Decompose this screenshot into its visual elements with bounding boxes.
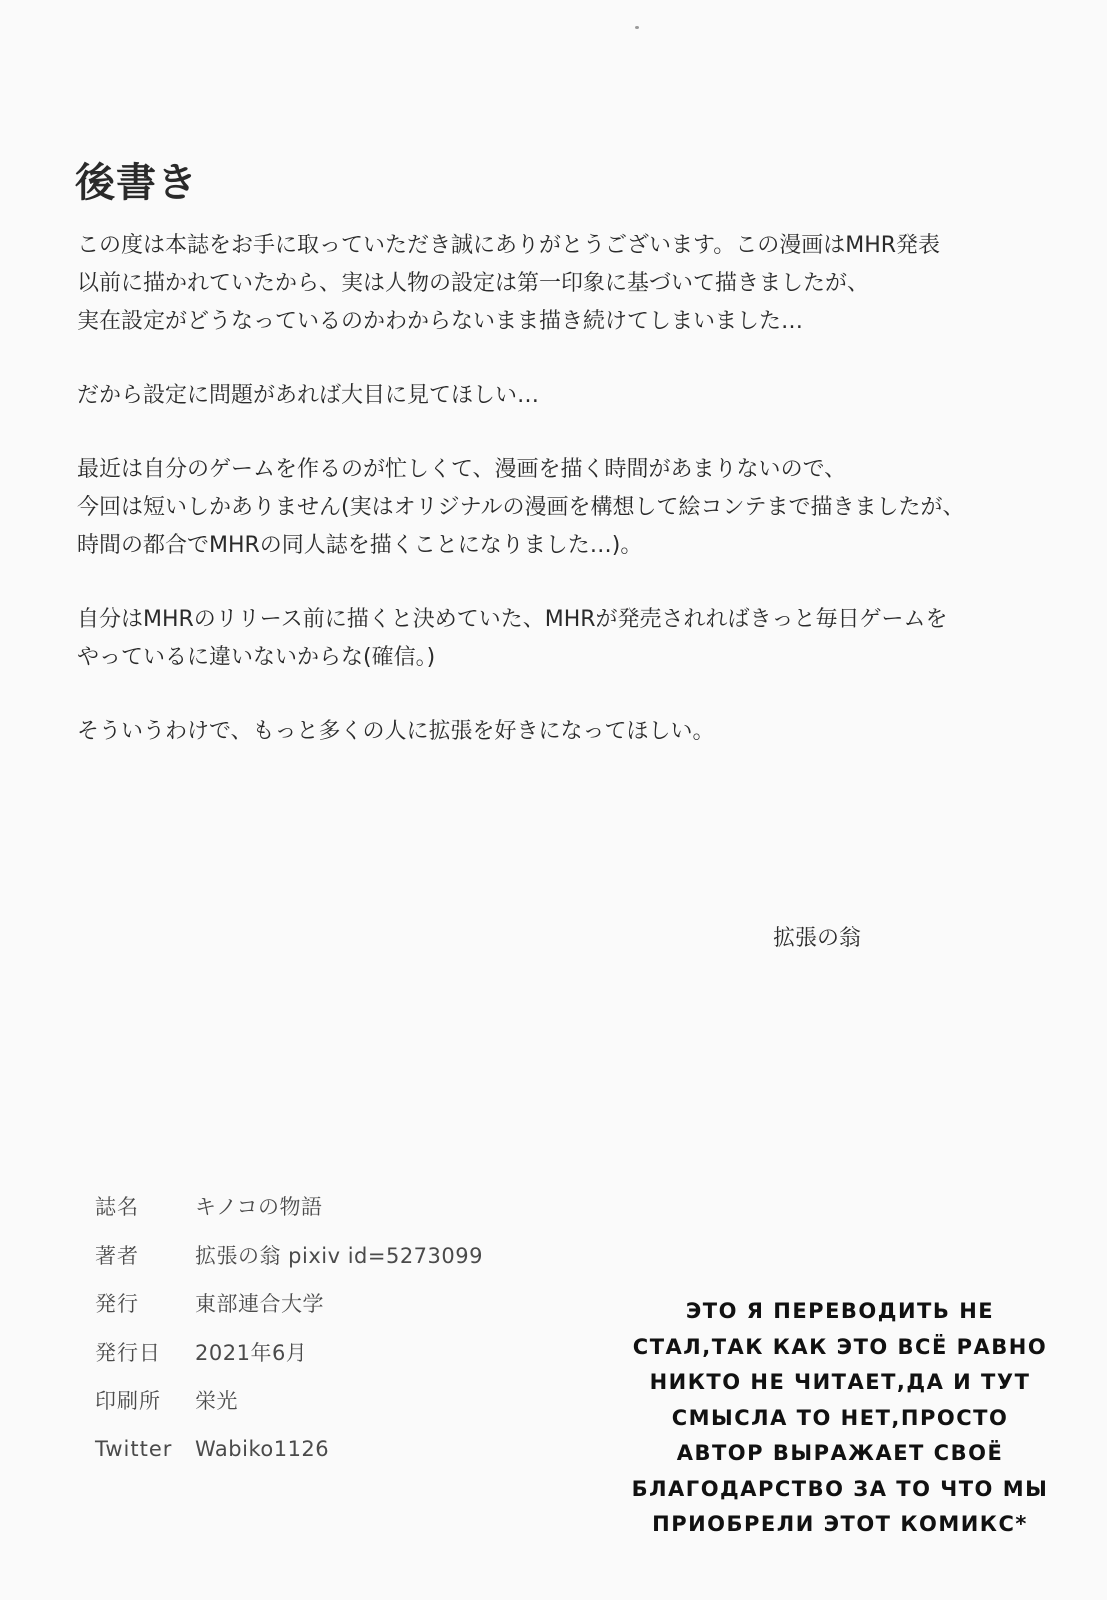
scan-speck xyxy=(635,26,639,29)
colophon-value: 拡張の翁 pixiv id=5273099 xyxy=(195,1243,483,1268)
colophon-value: 栄光 xyxy=(195,1389,238,1414)
text-line: 以前に描かれていたから、実は人物の設定は第一印象に基づいて描きましたが、 xyxy=(77,271,870,296)
page-title: 後書き xyxy=(75,159,198,206)
text-line: だから設定に問題があれば大目に見てほしい… xyxy=(77,383,540,408)
note-line: АВТОР ВЫРАЖАЕТ СВОЁ xyxy=(676,1441,1004,1465)
note-line: НИКТО НЕ ЧИТАЕТ,ДА И ТУТ xyxy=(649,1370,1031,1394)
text-line: この度は本誌をお手に取っていただき誠にありがとうございます。この漫画はMHR発表 xyxy=(77,233,941,258)
note-line: СМЫСЛА ТО НЕТ,ПРОСТО xyxy=(671,1405,1009,1430)
colophon xyxy=(95,1182,483,1473)
colophon-label: 印刷所 xyxy=(95,1389,161,1414)
colophon-row-date xyxy=(95,1328,483,1377)
text-line: 最近は自分のゲームを作るのが忙しくて、漫画を描く時間があまりないので、 xyxy=(77,457,847,482)
colophon-value: Wabiko1126 xyxy=(195,1436,330,1461)
note-line: БЛАГОДАРСТВО ЗА ТО ЧТО МЫ xyxy=(631,1476,1049,1501)
colophon-label: 誌名 xyxy=(95,1195,139,1220)
paragraph-1 xyxy=(77,227,1037,341)
text-line: 時間の都合でMHRの同人誌を描くことになりました…)。 xyxy=(77,533,643,558)
paragraph-3 xyxy=(77,451,1037,565)
note-line: ПРИОБРЕЛИ ЭТОТ КОМИКС* xyxy=(652,1512,1028,1536)
colophon-row-title xyxy=(95,1182,483,1231)
colophon-label: 発行 xyxy=(95,1292,139,1317)
colophon-row-twitter xyxy=(95,1425,483,1474)
afterword-body xyxy=(77,227,1037,787)
translator-note xyxy=(610,1294,1070,1543)
colophon-value: 東部連合大学 xyxy=(195,1292,324,1317)
colophon-value: キノコの物語 xyxy=(195,1195,323,1220)
text-line: 自分はMHRのリリース前に描くと決めていた、MHRが発売されればきっと毎日ゲームを xyxy=(77,607,948,632)
paragraph-5 xyxy=(77,713,1037,751)
colophon-label: Twitter xyxy=(95,1436,173,1461)
paragraph-2 xyxy=(77,377,1037,415)
text-line: 実在設定がどうなっているのかわからないまま描き続けてしまいました… xyxy=(77,309,804,334)
text-line: 今回は短いしかありません(実はオリジナルの漫画を構想して絵コンテまで描きましたが、 xyxy=(77,495,965,520)
colophon-label: 著者 xyxy=(95,1243,139,1268)
text-line: やっているに違いないからな(確信。) xyxy=(77,645,436,670)
colophon-row-publisher xyxy=(95,1279,483,1328)
colophon-row-printer xyxy=(95,1376,483,1425)
paragraph-4 xyxy=(77,601,1037,677)
note-line: ЭТО Я ПЕРЕВОДИТЬ НЕ xyxy=(685,1299,995,1323)
text-line: そういうわけで、もっと多くの人に拡張を好きになってほしい。 xyxy=(77,719,715,744)
note-line: СТАЛ,ТАК КАК ЭТО ВСЁ РАВНО xyxy=(632,1334,1048,1359)
colophon-value: 2021年6月 xyxy=(195,1340,308,1365)
colophon-label: 発行日 xyxy=(95,1340,161,1365)
author-signature: 拡張の翁 xyxy=(773,926,862,951)
colophon-row-author xyxy=(95,1231,483,1280)
